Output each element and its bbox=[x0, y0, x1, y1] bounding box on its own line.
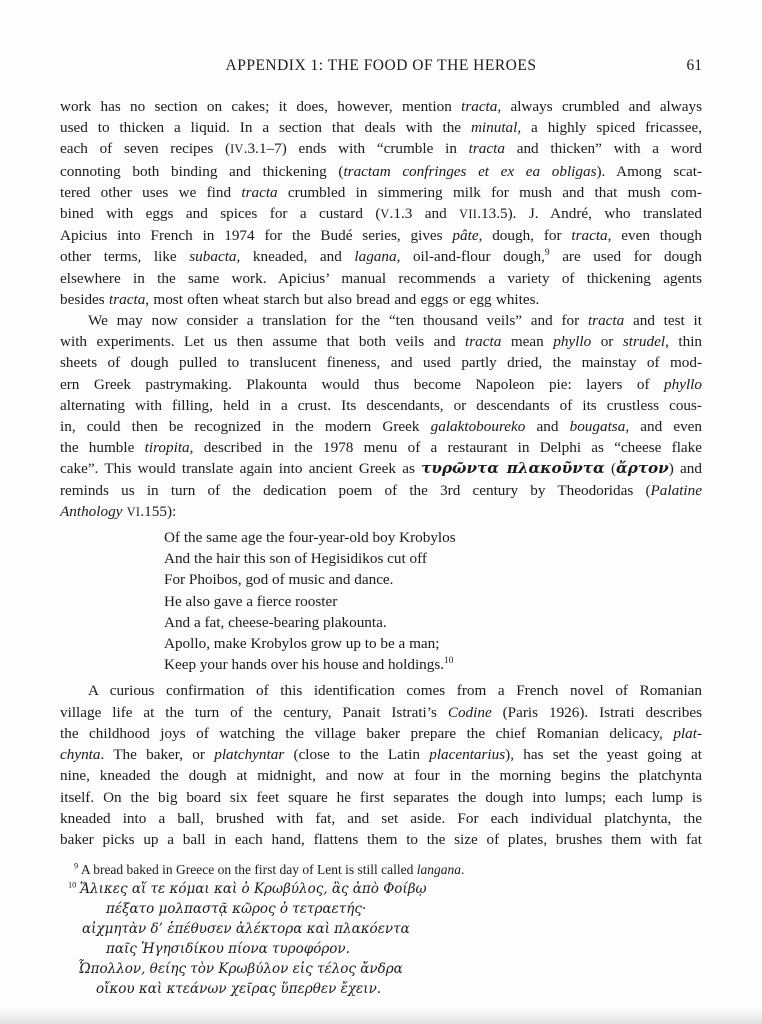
body-text-line: other terms, like subacta, kneaded, and lagana, oil-and-flour dough,$^9$ are used for dough bbox=[60, 248, 702, 266]
footnote-line: πέξατο μολπαστᾷ κῶρος ὁ τετραετής· bbox=[106, 901, 367, 918]
body-text-line: Anthology VI.155): bbox=[60, 502, 177, 520]
running-head: APPENDIX 1: THE FOOD OF THE HEROES bbox=[225, 57, 537, 74]
body-text-line: besides tracta, most often wheat starch but also bread and eggs or egg whites. bbox=[60, 290, 540, 308]
paragraph-istrati-codine bbox=[60, 680, 702, 850]
body-text-line: baker picks up a ball in each hand, flattens them to the size of plates, brushes them with fat bbox=[60, 830, 702, 848]
poem-line: For Phoibos, god of music and dance. bbox=[164, 571, 394, 589]
poem-quote bbox=[164, 527, 702, 675]
body-text-line: nine, kneaded the dough at midnight, and now at four in the morning begins the platchynta bbox=[60, 767, 702, 785]
body-text-line: chynta. The baker, or platchyntar (close to the Latin placentarius), has set the yeast going at bbox=[60, 746, 702, 764]
body-text-line: each of seven recipes (IV.3.1–7) ends with “crumble in tracta and thicken” with a word bbox=[60, 140, 703, 158]
paragraph-tracta-discussion bbox=[60, 96, 702, 310]
body-text-line: sheets of dough pulled to translucent fineness, and used partly dried, the mainstay of mod- bbox=[60, 354, 702, 372]
poem-line: Of the same age the four-year-old boy Krobylos bbox=[164, 529, 456, 547]
poem-line: He also gave a fierce rooster bbox=[164, 592, 338, 610]
footnote-line: Ὦπολλον, θείης τὸν Κρωβύλον εἰς τέλος ἄνδρα bbox=[78, 961, 403, 978]
footnote-line: παῖς Ἡγησιδίκου πίονα τυροφόρον. bbox=[106, 941, 350, 958]
poem-line: Apollo, make Krobylos grow up to be a man; bbox=[164, 635, 440, 653]
poem-line: And the hair this son of Hegisidikos cut off bbox=[164, 550, 427, 568]
body-text-line: in, could then be recognized in the modern Greek galaktoboureko and bougatsa, and even bbox=[60, 418, 702, 436]
body-text-line: the childhood joys of watching the village baker prepare the chief Romanian delicacy, plat- bbox=[60, 724, 702, 742]
body-text-line: used to thicken a liquid. In a section that deals with the minutal, a highly spiced fricassee, bbox=[60, 119, 702, 137]
paragraph-translation-test bbox=[60, 310, 702, 523]
body-text-line: kneaded into a ball, brushed with fat, and set aside. For each individual platchynta, the bbox=[60, 809, 702, 827]
body-text-line: village life at the turn of the century, Panait Istrati’s Codine (Paris 1926). Istrati describes bbox=[60, 703, 702, 721]
poem-line: Keep your hands over his house and holdings.$^{10}$ bbox=[164, 656, 454, 674]
page-header bbox=[60, 56, 702, 76]
footnote-line: $^9$ A bread baked in Greece on the first day of Lent is still called langana. bbox=[74, 861, 465, 878]
body-text-line: elsewhere in the same work. Apicius’ manual recommends a variety of thickening agents bbox=[60, 269, 702, 287]
poem-line: And a fat, cheese-bearing plakounta. bbox=[164, 613, 387, 631]
body-text-line: alternating with filling, held in a crust. Its descendants, or descendants of its crustless cous- bbox=[60, 396, 702, 414]
body-text-line: the humble tiropita, described in the 1978 menu of a restaurant in Delphi as “cheese flake bbox=[60, 439, 703, 457]
body-text-line: cake”. This would translate again into ancient Greek as τυρῶντα πλακοῦντα (ἄρτον) and bbox=[60, 459, 702, 478]
body-text-line: with experiments. Let us then assume that both veils and tracta mean phyllo or strudel, thin bbox=[60, 333, 703, 351]
page-bottom-shadow bbox=[0, 1008, 762, 1024]
body-text-line: ern Greek pastrymaking. Plakounta would thus become Napoleon pie: layers of phyllo bbox=[60, 375, 702, 393]
footnote-line: αἰχμητὰν δ’ ἐπέθυσεν ἀλέκτορα καὶ πλακόεντα bbox=[82, 921, 410, 938]
footnotes bbox=[60, 860, 702, 999]
body-text-line: work has no section on cakes; it does, however, mention tracta, always crumbled and always bbox=[60, 98, 702, 115]
footnote-line: οἴκου καὶ κτεάνων χεῖρας ὕπερθεν ἔχειν. bbox=[96, 981, 382, 998]
body-text-line: Apicius into French in 1974 for the Budé series, gives pâte, dough, for tracta, even though bbox=[60, 227, 702, 245]
body-text-line: A curious confirmation of this identification comes from a French novel of Romanian bbox=[88, 682, 702, 700]
body-text-line: We may now consider a translation for the “ten thousand veils” and for tracta and test it bbox=[88, 312, 702, 330]
body-text-line: tered other uses we find tracta crumbled in simmering milk for mush and that mush com- bbox=[60, 183, 702, 201]
page-number: 61 bbox=[686, 57, 702, 74]
body-text-line: connoting both binding and thickening (tractam confringes et ex ea obligas). Among scat- bbox=[60, 162, 703, 180]
body-text-line: reminds us in turn of the dedication poem of the 3rd century by Theodoridas (Palatine bbox=[60, 481, 702, 499]
footnote-line: $^{10}$ Ἅλικες αἵ τε κόμαι καὶ ὁ Κρωβύλος, ἃς ἀπὸ Φοίβῳ bbox=[68, 880, 427, 898]
body-text-line: itself. On the big board six feet square he first separates the dough into lumps; each lump is bbox=[60, 788, 702, 806]
body-text-line: bined with eggs and spices for a custard (V.1.3 and VII.13.5). J. André, who translated bbox=[60, 205, 702, 223]
page-content bbox=[60, 96, 702, 999]
